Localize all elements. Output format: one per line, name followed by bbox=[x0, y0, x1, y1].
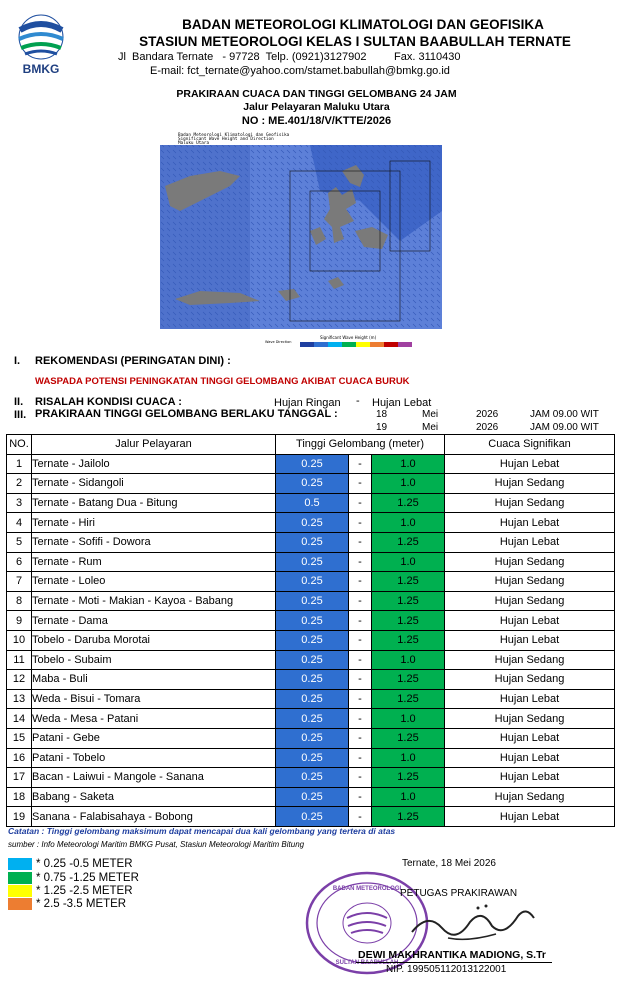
wave-max: 1.0 bbox=[372, 552, 445, 572]
route-name: Weda - Mesa - Patani bbox=[32, 709, 276, 729]
weather-significant: Hujan Lebat bbox=[445, 630, 615, 650]
wave-max: 1.0 bbox=[372, 787, 445, 807]
route-name: Tobelo - Subaim bbox=[32, 650, 276, 670]
weather-significant: Hujan Sedang bbox=[445, 493, 615, 513]
row-number: 5 bbox=[7, 532, 32, 552]
valid-month-1: Mei bbox=[422, 409, 439, 420]
legend-swatch bbox=[8, 898, 32, 910]
section1-label: REKOMENDASI (PERINGATAN DINI) : bbox=[35, 355, 231, 367]
weather-significant: Hujan Lebat bbox=[445, 748, 615, 768]
weather-significant: Hujan Sedang bbox=[445, 552, 615, 572]
valid-day-2: 19 bbox=[376, 422, 388, 433]
legend-item bbox=[8, 857, 133, 870]
table-row bbox=[7, 807, 615, 827]
doc-number: NO : ME.401/18/V/KTTE/2026 bbox=[241, 115, 392, 127]
valid-time-1: JAM 09.00 WIT bbox=[530, 409, 599, 420]
wave-max: 1.25 bbox=[372, 532, 445, 552]
agency-name: BADAN METEOROLOGI KLIMATOLOGI DAN GEOFISIKA bbox=[182, 17, 544, 32]
sign-name: DEWI MAKHRANTIKA MADIONG, S.Tr bbox=[358, 949, 547, 961]
weather-significant: Hujan Sedang bbox=[445, 650, 615, 670]
wave-min: 0.5 bbox=[276, 493, 349, 513]
row-number: 9 bbox=[7, 611, 32, 631]
wave-separator: - bbox=[349, 670, 372, 690]
row-number: 1 bbox=[7, 454, 32, 474]
table-row bbox=[7, 748, 615, 768]
wave-min: 0.25 bbox=[276, 591, 349, 611]
header-route: Jalur Pelayaran bbox=[32, 435, 276, 455]
wave-separator: - bbox=[349, 709, 372, 729]
wave-min: 0.25 bbox=[276, 630, 349, 650]
weather-significant: Hujan Lebat bbox=[445, 728, 615, 748]
row-number: 14 bbox=[7, 709, 32, 729]
wave-min: 0.25 bbox=[276, 513, 349, 533]
row-number: 2 bbox=[7, 474, 32, 494]
route-name: Ternate - Rum bbox=[32, 552, 276, 572]
table-row bbox=[7, 787, 615, 807]
handwritten-signature bbox=[408, 898, 538, 946]
wave-min: 0.25 bbox=[276, 532, 349, 552]
map-heading2: Significant Wave Height and Direction bbox=[178, 137, 274, 142]
route-name: Ternate - Moti - Makian - Kayoa - Babang bbox=[32, 591, 276, 611]
row-number: 4 bbox=[7, 513, 32, 533]
station-email: E-mail: fct_ternate@yahoo.com/stamet.babullah@bmkg.go.id bbox=[150, 65, 450, 77]
row-number: 11 bbox=[7, 650, 32, 670]
map-wave-dir-label: Wave Direction bbox=[265, 340, 292, 344]
svg-text:SULTAN BAABULLAH: SULTAN BAABULLAH bbox=[335, 960, 399, 966]
row-number: 15 bbox=[7, 728, 32, 748]
weather-significant: Hujan Lebat bbox=[445, 768, 615, 788]
doc-subtitle: Jalur Pelayaran Maluku Utara bbox=[243, 101, 390, 113]
table-row bbox=[7, 670, 615, 690]
route-name: Maba - Buli bbox=[32, 670, 276, 690]
legend-item bbox=[8, 897, 126, 910]
valid-day-1: 18 bbox=[376, 409, 388, 420]
weather-significant: Hujan Sedang bbox=[445, 591, 615, 611]
wave-max: 1.25 bbox=[372, 670, 445, 690]
legend-swatch bbox=[8, 885, 32, 897]
route-name: Ternate - Sidangoli bbox=[32, 474, 276, 494]
table-row bbox=[7, 591, 615, 611]
legend-item bbox=[8, 884, 133, 897]
table-row bbox=[7, 689, 615, 709]
weather-sep: - bbox=[356, 395, 360, 407]
wave-separator: - bbox=[349, 474, 372, 494]
section1-num: I. bbox=[14, 355, 21, 367]
wave-min: 0.25 bbox=[276, 611, 349, 631]
legend-label: * 2.5 -3.5 METER bbox=[36, 897, 127, 910]
wave-min: 0.25 bbox=[276, 572, 349, 592]
section2-label: RISALAH KONDISI CUACA : bbox=[35, 396, 182, 408]
map-heading3: Maluku Utara bbox=[178, 141, 210, 146]
wave-separator: - bbox=[349, 787, 372, 807]
valid-month-2: Mei bbox=[422, 422, 439, 433]
legend-swatch bbox=[8, 872, 32, 884]
header-weather: Cuaca Signifikan bbox=[445, 435, 615, 455]
weather-significant: Hujan Lebat bbox=[445, 689, 615, 709]
legend-label: * 0.75 -1.25 METER bbox=[36, 871, 139, 884]
legend-label: * 1.25 -2.5 METER bbox=[36, 884, 133, 897]
wave-min: 0.25 bbox=[276, 768, 349, 788]
station-name: STASIUN METEOROLOGI KELAS I SULTAN BAABULLAH TERNATE bbox=[139, 34, 571, 49]
legend-item bbox=[8, 871, 139, 884]
row-number: 16 bbox=[7, 748, 32, 768]
wave-max: 1.25 bbox=[372, 728, 445, 748]
weather-significant: Hujan Sedang bbox=[445, 572, 615, 592]
section2-num: II. bbox=[14, 396, 24, 408]
svg-text:BADAN METEOROLOGI: BADAN METEOROLOGI bbox=[332, 886, 402, 892]
row-number: 13 bbox=[7, 689, 32, 709]
wave-min: 0.25 bbox=[276, 454, 349, 474]
wave-separator: - bbox=[349, 611, 372, 631]
weather-significant: Hujan Sedang bbox=[445, 670, 615, 690]
wave-separator: - bbox=[349, 768, 372, 788]
route-name: Babang - Saketa bbox=[32, 787, 276, 807]
map-legend-title: Significant Wave Height (m) bbox=[320, 335, 377, 340]
wave-max: 1.25 bbox=[372, 689, 445, 709]
wave-max: 1.0 bbox=[372, 474, 445, 494]
note-sumber: sumber : Info Meteorologi Maritim BMKG Pusat, Stasiun Meteorologi Maritim Bitung bbox=[8, 840, 305, 849]
valid-time-2: JAM 09.00 WIT bbox=[530, 422, 599, 433]
row-number: 10 bbox=[7, 630, 32, 650]
route-name: Ternate - Sofifi - Dowora bbox=[32, 532, 276, 552]
wave-min: 0.25 bbox=[276, 728, 349, 748]
weather-significant: Hujan Lebat bbox=[445, 532, 615, 552]
wave-min: 0.25 bbox=[276, 787, 349, 807]
table-header-row bbox=[7, 435, 615, 455]
wave-separator: - bbox=[349, 807, 372, 827]
warning-text: WASPADA POTENSI PENINGKATAN TINGGI GELOMBANG AKIBAT CUACA BURUK bbox=[35, 376, 410, 387]
wave-separator: - bbox=[349, 650, 372, 670]
weather-significant: Hujan Lebat bbox=[445, 807, 615, 827]
weather-significant: Hujan Sedang bbox=[445, 474, 615, 494]
route-name: Ternate - Loleo bbox=[32, 572, 276, 592]
wave-min: 0.25 bbox=[276, 748, 349, 768]
sign-role: PETUGAS PRAKIRAWAN bbox=[400, 888, 518, 899]
row-number: 17 bbox=[7, 768, 32, 788]
table-row bbox=[7, 454, 615, 474]
table-row bbox=[7, 611, 615, 631]
wave-max: 1.25 bbox=[372, 572, 445, 592]
wave-separator: - bbox=[349, 591, 372, 611]
wave-min: 0.25 bbox=[276, 670, 349, 690]
route-name: Ternate - Batang Dua - Bitung bbox=[32, 493, 276, 513]
table-row bbox=[7, 630, 615, 650]
map-heading1: Badan Meteorologi Klimatologi dan Geofisika bbox=[178, 133, 290, 138]
bmkg-logo bbox=[10, 12, 72, 76]
wave-max: 1.25 bbox=[372, 630, 445, 650]
section3-label: PRAKIRAAN TINGGI GELOMBANG BERLAKU TANGGAL : bbox=[35, 408, 338, 420]
sign-place-date: Ternate, 18 Mei 2026 bbox=[402, 858, 496, 869]
route-name: Patani - Tobelo bbox=[32, 748, 276, 768]
wave-separator: - bbox=[349, 572, 372, 592]
header-wave-height: Tinggi Gelombang (meter) bbox=[276, 435, 445, 455]
valid-year-2: 2026 bbox=[476, 422, 499, 433]
wave-separator: - bbox=[349, 454, 372, 474]
row-number: 3 bbox=[7, 493, 32, 513]
row-number: 18 bbox=[7, 787, 32, 807]
wave-max: 1.0 bbox=[372, 709, 445, 729]
wave-min: 0.25 bbox=[276, 689, 349, 709]
wave-height-map bbox=[160, 131, 442, 357]
table-row bbox=[7, 552, 615, 572]
route-name: Ternate - Jailolo bbox=[32, 454, 276, 474]
sign-nip: NIP. 199505112013122001 bbox=[386, 964, 507, 975]
wave-separator: - bbox=[349, 552, 372, 572]
row-number: 8 bbox=[7, 591, 32, 611]
wave-max: 1.25 bbox=[372, 591, 445, 611]
table-row bbox=[7, 650, 615, 670]
sign-underline bbox=[356, 962, 552, 963]
row-number: 19 bbox=[7, 807, 32, 827]
weather-significant: Hujan Sedang bbox=[445, 709, 615, 729]
route-name: Tobelo - Daruba Morotai bbox=[32, 630, 276, 650]
wave-separator: - bbox=[349, 689, 372, 709]
wave-separator: - bbox=[349, 728, 372, 748]
logo-text: BMKG bbox=[22, 62, 60, 76]
weather-significant: Hujan Sedang bbox=[445, 787, 615, 807]
wave-max: 1.25 bbox=[372, 493, 445, 513]
wave-min: 0.25 bbox=[276, 474, 349, 494]
wave-min: 0.25 bbox=[276, 709, 349, 729]
weather-to: Hujan Lebat bbox=[372, 397, 432, 409]
weather-significant: Hujan Lebat bbox=[445, 611, 615, 631]
wave-max: 1.0 bbox=[372, 748, 445, 768]
wave-max: 1.0 bbox=[372, 454, 445, 474]
wave-separator: - bbox=[349, 493, 372, 513]
route-name: Sanana - Falabisahaya - Bobong bbox=[32, 807, 276, 827]
wave-max: 1.0 bbox=[372, 513, 445, 533]
section3-num: III. bbox=[14, 409, 27, 421]
row-number: 6 bbox=[7, 552, 32, 572]
route-name: Ternate - Dama bbox=[32, 611, 276, 631]
wave-separator: - bbox=[349, 630, 372, 650]
table-row bbox=[7, 709, 615, 729]
header-no: NO. bbox=[7, 435, 32, 455]
doc-title: PRAKIRAAN CUACA DAN TINGGI GELOMBANG 24 JAM bbox=[176, 88, 457, 100]
weather-from: Hujan Ringan bbox=[274, 397, 341, 409]
table-row bbox=[7, 728, 615, 748]
legend-label: * 0.25 -0.5 METER bbox=[36, 857, 133, 870]
map-colorbar bbox=[300, 342, 412, 347]
table-row bbox=[7, 572, 615, 592]
note-catatan: Catatan : Tinggi gelombang maksimum dapat mencapai dua kali gelombang yang tertera di atas bbox=[8, 826, 396, 836]
wave-max: 1.25 bbox=[372, 768, 445, 788]
weather-significant: Hujan Lebat bbox=[445, 513, 615, 533]
wave-min: 0.25 bbox=[276, 650, 349, 670]
wave-separator: - bbox=[349, 532, 372, 552]
route-name: Ternate - Hiri bbox=[32, 513, 276, 533]
table-row bbox=[7, 513, 615, 533]
route-name: Weda - Bisui - Tomara bbox=[32, 689, 276, 709]
wave-min: 0.25 bbox=[276, 807, 349, 827]
row-number: 12 bbox=[7, 670, 32, 690]
wave-max: 1.0 bbox=[372, 650, 445, 670]
weather-significant: Hujan Lebat bbox=[445, 454, 615, 474]
wave-separator: - bbox=[349, 748, 372, 768]
wave-max: 1.25 bbox=[372, 807, 445, 827]
route-name: Patani - Gebe bbox=[32, 728, 276, 748]
wave-max: 1.25 bbox=[372, 611, 445, 631]
table-row bbox=[7, 474, 615, 494]
wave-separator: - bbox=[349, 513, 372, 533]
forecast-table bbox=[6, 434, 615, 827]
row-number: 7 bbox=[7, 572, 32, 592]
table-row bbox=[7, 493, 615, 513]
valid-year-1: 2026 bbox=[476, 409, 499, 420]
table-row bbox=[7, 532, 615, 552]
legend-swatch bbox=[8, 858, 32, 870]
wave-min: 0.25 bbox=[276, 552, 349, 572]
station-address: Jl Bandara Ternate - 97728 Telp. (0921)3127902 Fax. 3110430 bbox=[118, 51, 461, 63]
table-row bbox=[7, 768, 615, 788]
route-name: Bacan - Laiwui - Mangole - Sanana bbox=[32, 768, 276, 788]
